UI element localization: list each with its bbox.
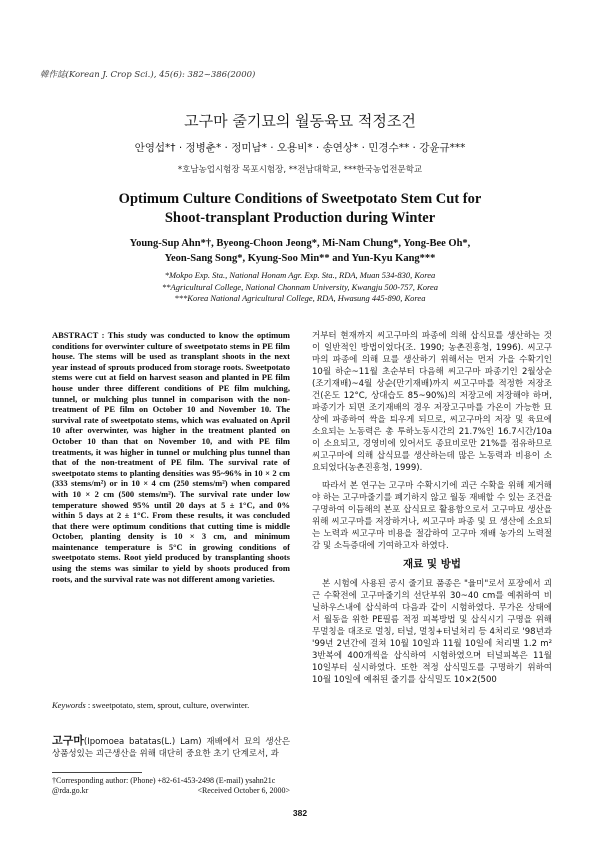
footnote-email-tail: @rda.go.kr (52, 786, 89, 795)
footnote-received: <Received October 6, 2000> (197, 786, 290, 795)
affiliation-line: ***Korea National Agricultural College, RDA, Hwasung 445-890, Korea (174, 293, 426, 303)
korean-authors: 안영섭*† · 정병춘* · 정미남* · 오용비* · 송연상* · 민경수** · 강윤규*** (134, 142, 466, 154)
footnote-row (52, 786, 290, 796)
keywords (52, 700, 290, 711)
korean-title: 고구마 줄기묘의 월동육묘 적정조건 (184, 112, 416, 130)
body-paragraph: 거부터 현재까지 씨고구마의 파종에 의해 삽식묘를 생산하는 것이 일반적인 방법이었다(조. 1990; 농촌진흥청, 1996). 씨고구마의 파종에 의해 묘를 생산하기 위해서는 먼저 가을 수확기인 10월 하순~11월 초순부터 다음해 씨고구마 파종기인 2월상순(조기재배)~4월 상순(만기재배)까지 씨고구마를 적정한 저장조건(온도 12°C, 상대습도 85~90%)의 저장고에 저장해야 하며, 파종기가 되면 조기재배의 경우 저장고구마를 가온이 가능한 묘상에 파종하여 싹을 틔우게 되므로, 씨고구마의 저장 및 육묘에 소요되는 노동력은 총 투하노동시간의 21.7%인 16.7시간/10a이 소요되고, 경영비에 있어서도 종묘비로만 21%를 점유하므로 씨고구마에 의해 삽식묘를 생산하는데 많은 노동력과 비용이 소요되었다(농촌진흥청, 1999). (312, 331, 552, 473)
affiliation-line: *Mokpo Exp. Sta., National Honam Agr. Exp. Sta., RDA, Muan 534-830, Korea (164, 270, 436, 280)
footnote-divider (52, 772, 142, 773)
english-affiliations (0, 270, 600, 305)
korean-affiliations: *호남농업시험장 목포시험장, **전남대학교, ***한국농업전문학교 (177, 165, 423, 175)
english-authors-line: Young-Sup Ahn*†, Byeong-Choon Jeong*, Mi-Nam Chung*, Yong-Bee Oh*, (129, 238, 471, 249)
english-title (0, 190, 600, 228)
abstract: ABSTRACT : This study was conducted to know the optimum conditions for overwinter culture of sweetpotato stems in PE film house. The stems will be used as transplant shoots in the next year instead of sprouts produced from storage roots. Sweetpotato stems were cut at field on harvest season and planted in PE film house under three different conditions of PE film mulching, tunnel, or mulching plus tunnel in comparison with the non-treatment of PE film on October 10 and November 10. The survival rate of sweetpotato stems, which was evaluated on April 10 after overwinter, was higher in the treatment planted on October 10 than that on November 10, and with PE film treatments, it was higher in tunnel or mulching plus tunnel than that of the non-treatment of PE film. The survival rate of sweetpotato stems to planting densities was 95~96% in 10 × 2 cm (333 stems/m²) or in 10 × 4 cm (250 stems/m²) when compared with 10 × 2 cm (500 stems/m²). The survival rate under low temperature showed 95% until 20 days at 5 ± 1°C, and 0% within 5 days at 2 ± 1°C. From these results, it was concluded that there were optimum conditions that cutting time is middle October, planting density is 10 × 3 cm, and minimum maintenance temperature is 5°C in growing conditions of sweetpotato stems. Root yield produced by transplanting shoots using the stems was similar to yield by shoots produced from roots, and the survival rate was not different among varieties. (52, 330, 290, 584)
journal-citation: 韓作誌(Korean J. Crop Sci.), 45(6): 382~386(2000) (40, 70, 256, 80)
right-column (312, 330, 552, 692)
page-number: 382 (292, 808, 308, 818)
affiliation-line: **Agricultural College, National Chonnam University, Kwangju 500-757, Korea (162, 281, 438, 292)
english-authors (0, 236, 600, 266)
english-authors-line: Yeon-Sang Song*, Kyung-Soo Min** and Yun-Kyu Kang*** (164, 253, 436, 264)
intro-text: (Ipomoea batatas(L.) Lam) 재배에서 묘의 생산은 상품성있는 괴근생산을 위해 대단히 중요한 초기 단계로서, 과 (52, 737, 290, 759)
footnote (52, 776, 290, 796)
section-heading: 재료 및 방법 (402, 558, 462, 570)
keywords-list: : sweetpotato, stem, sprout, culture, overwinter. (85, 700, 250, 710)
english-title-line: Optimum Culture Conditions of Sweetpotato Stem Cut for (118, 191, 482, 207)
body-paragraph: 따라서 본 연구는 고구마 수확시기에 괴근 수확을 위해 제거해야 하는 고구마줄기를 폐기하지 않고 월동 재배할 수 있는 조건을 구명하여 이듬해의 본포 삽식묘로 활용함으로서 고구마묘 생산을 위해 씨고구마를 저장하거나, 씨고구마 파종 및 묘 생산에 소요되는 노력과 씨고구마 비용을 절감하여 고구마 재배 농가의 노력절감 및 소득증대에 기여하고자 하였다. (312, 481, 552, 551)
intro-paragraph (52, 735, 290, 760)
body-paragraph: 본 시험에 사용된 공시 줄기묘 품종은 "율미"로서 포장에서 괴근 수확전에 고구마줄기의 선단부위 30~40 cm를 예취하여 비닐하우스내에 삽식하여 다음과 같이 시험하였다. 무가온 상태에서 월동을 위한 PE필름 적정 피복방법 및 삽식시기 구명을 위해 무멀칭을 대조로 멀칭, 터널, 멀칭+터널처리 등 4처리로 '98년과 '99년 2년간에 걸쳐 10월 10일과 11월 10일에 처리별 1.2 m² 3반복에 400개씩을 삽식하여 시험하였으며 터널피복은 11월 10일부터 실시하였다. 또한 적정 삽식밀도를 구명하기 위하여 10월 10일에 예취된 줄기를 삽식밀도 10×2(500 (312, 579, 552, 685)
footnote-contact: †Corresponding author: (Phone) +82-61-453-2498 (E-mail) ysahn21c (52, 776, 276, 785)
english-title-line: Shoot-transplant Production during Winter (164, 210, 436, 226)
keywords-label: Keywords (52, 700, 86, 710)
intro-lead-word: 고구마 (52, 734, 84, 747)
